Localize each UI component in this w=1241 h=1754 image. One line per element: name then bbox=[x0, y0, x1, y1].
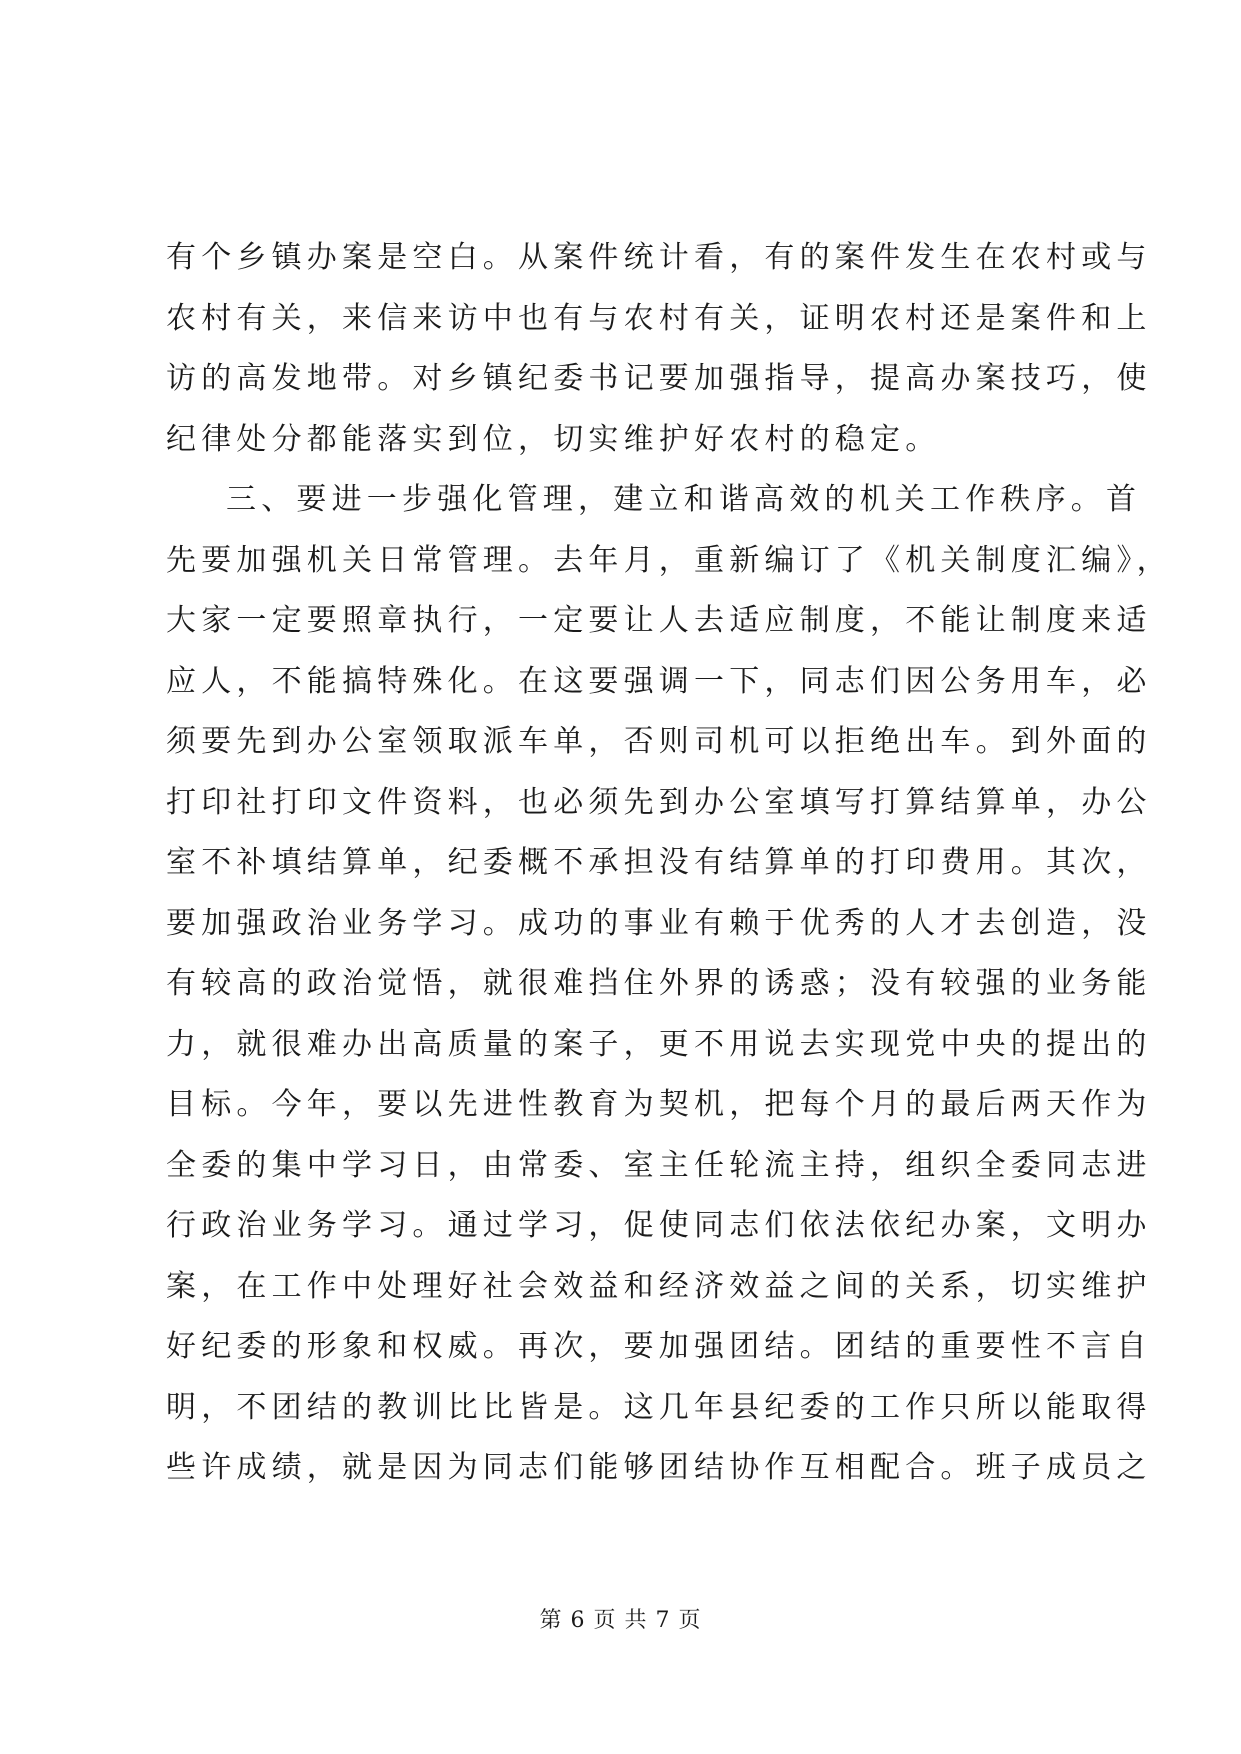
text-line: 明，不团结的教训比比皆是。这几年县纪委的工作只所以能取得 bbox=[166, 1389, 1152, 1425]
text-line: 些许成绩，就是因为同志们能够团结协作互相配合。班子成员之 bbox=[166, 1450, 1152, 1485]
text-line: 要加强政治业务学习。成功的事业有赖于优秀的人才去创造，没 bbox=[166, 905, 1152, 941]
text-line: 有较高的政治觉悟，就很难挡住外界的诱惑；没有较强的业务能 bbox=[166, 966, 1152, 1001]
text-line: 全委的集中学习日，由常委、室主任轮流主持，组织全委同志进 bbox=[166, 1147, 1152, 1183]
paragraph-start-line: 三、要进一步强化管理，建立和谐高效的机关工作秩序。首 bbox=[226, 482, 1142, 517]
text-line: 行政治业务学习。通过学习，促使同志们依法依纪办案，文明办 bbox=[166, 1208, 1152, 1243]
text-line: 应人，不能搞特殊化。在这要强调一下，同志们因公务用车，必 bbox=[166, 663, 1152, 699]
text-line: 须要先到办公室领取派车单，否则司机可以拒绝出车。到外面的 bbox=[166, 724, 1152, 759]
page-number-footer: 第 6 页 共 7 页 bbox=[539, 1608, 702, 1633]
text-line: 室不补填结算单，纪委概不承担没有结算单的打印费用。其次， bbox=[166, 845, 1152, 880]
text-line: 先要加强机关日常管理。去年月，重新编订了《机关制度汇编》， bbox=[166, 542, 1172, 578]
text-line: 目标。今年，要以先进性教育为契机，把每个月的最后两天作为 bbox=[166, 1087, 1152, 1122]
text-line: 案，在工作中处理好社会效益和经济效益之间的关系，切实维护 bbox=[166, 1268, 1152, 1304]
text-line: 农村有关，来信来访中也有与农村有关，证明农村还是案件和上 bbox=[166, 300, 1152, 336]
text-line: 大家一定要照章执行，一定要让人去适应制度，不能让制度来适 bbox=[166, 603, 1152, 638]
text-line: 访的高发地带。对乡镇纪委书记要加强指导，提高办案技巧，使 bbox=[166, 361, 1152, 396]
text-line: 纪律处分都能落实到位，切实维护好农村的稳定。 bbox=[166, 421, 941, 457]
text-line: 打印社打印文件资料，也必须先到办公室填写打算结算单，办公 bbox=[166, 784, 1152, 820]
text-line: 力，就很难办出高质量的案子，更不用说去实现党中央的提出的 bbox=[166, 1026, 1152, 1062]
text-line: 好纪委的形象和权威。再次，要加强团结。团结的重要性不言自 bbox=[166, 1329, 1152, 1364]
text-line: 有个乡镇办案是空白。从案件统计看，有的案件发生在农村或与 bbox=[166, 240, 1152, 275]
body-text bbox=[166, 228, 1172, 1499]
